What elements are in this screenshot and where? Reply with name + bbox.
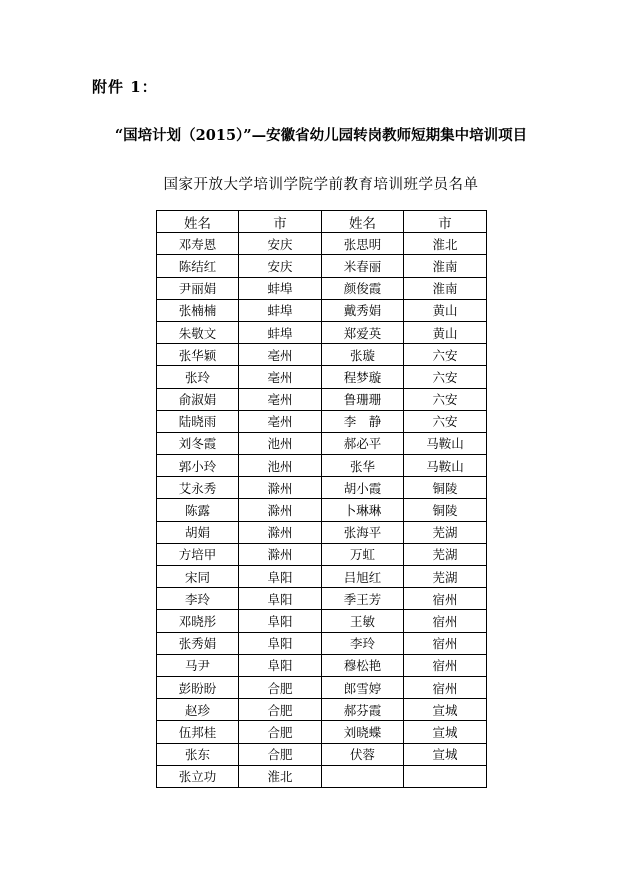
cell-name-left: 陈结红 (157, 255, 239, 277)
cell-name-right: 吕旭红 (322, 566, 404, 588)
cell-name-left: 赵珍 (157, 699, 239, 721)
table-row (157, 344, 487, 366)
cell-city-right: 六安 (404, 366, 487, 388)
table-row (157, 676, 487, 698)
cell-name-left: 李玲 (157, 588, 239, 610)
header-name-right: 姓名 (322, 211, 404, 233)
table-row (157, 765, 487, 787)
table-row (157, 521, 487, 543)
cell-city-right: 马鞍山 (404, 455, 487, 477)
cell-name-left: 郭小玲 (157, 455, 239, 477)
cell-name-right: 张璇 (322, 344, 404, 366)
cell-city-left: 蚌埠 (239, 299, 322, 321)
cell-city-right: 马鞍山 (404, 432, 487, 454)
cell-name-right: 季王芳 (322, 588, 404, 610)
cell-city-left: 亳州 (239, 366, 322, 388)
cell-name-right (322, 765, 404, 787)
table-row (157, 388, 487, 410)
cell-city-left: 亳州 (239, 344, 322, 366)
table-body (157, 233, 487, 788)
header-city-right: 市 (404, 211, 487, 233)
cell-name-right: 穆松艳 (322, 654, 404, 676)
cell-name-right: 李玲 (322, 632, 404, 654)
cell-name-right: 鲁珊珊 (322, 388, 404, 410)
cell-name-right: 李 静 (322, 410, 404, 432)
cell-city-left: 蚌埠 (239, 321, 322, 343)
cell-name-left: 宋同 (157, 566, 239, 588)
attachment-label: 附件 1： (92, 78, 158, 96)
cell-name-right: 张华 (322, 455, 404, 477)
cell-name-left: 张东 (157, 743, 239, 765)
cell-name-left: 张楠楠 (157, 299, 239, 321)
cell-name-left: 邓晓彤 (157, 610, 239, 632)
header-city-left: 市 (239, 211, 322, 233)
table-row (157, 255, 487, 277)
cell-name-left: 尹丽娟 (157, 277, 239, 299)
cell-city-left: 合肥 (239, 699, 322, 721)
cell-city-right: 淮南 (404, 255, 487, 277)
table-row (157, 432, 487, 454)
cell-city-left: 亳州 (239, 410, 322, 432)
cell-name-right: 胡小霞 (322, 477, 404, 499)
cell-city-right: 宿州 (404, 632, 487, 654)
cell-name-left: 朱敬文 (157, 321, 239, 343)
table-header-row (157, 211, 487, 233)
cell-city-left: 阜阳 (239, 566, 322, 588)
table-row (157, 588, 487, 610)
table-row (157, 654, 487, 676)
cell-city-left: 蚌埠 (239, 277, 322, 299)
cell-city-left: 合肥 (239, 721, 322, 743)
table-row (157, 543, 487, 565)
table-row (157, 721, 487, 743)
cell-city-right: 六安 (404, 388, 487, 410)
table-row (157, 610, 487, 632)
cell-name-left: 刘冬霞 (157, 432, 239, 454)
cell-city-right: 芜湖 (404, 543, 487, 565)
cell-name-left: 胡娟 (157, 521, 239, 543)
cell-city-left: 滁州 (239, 499, 322, 521)
cell-city-right: 宣城 (404, 721, 487, 743)
cell-name-left: 方培甲 (157, 543, 239, 565)
cell-city-left: 阜阳 (239, 588, 322, 610)
cell-city-left: 滁州 (239, 521, 322, 543)
cell-name-left: 彭盼盼 (157, 676, 239, 698)
cell-city-left: 滁州 (239, 477, 322, 499)
cell-name-left: 张立功 (157, 765, 239, 787)
table-row (157, 499, 487, 521)
document-subtitle: 国家开放大学培训学院学前教育培训班学员名单 (163, 177, 479, 193)
table-row (157, 366, 487, 388)
cell-city-right: 黄山 (404, 299, 487, 321)
document-title: “国培计划（2015）”—安徽省幼儿园转岗教师短期集中培训项目 (114, 127, 528, 144)
cell-city-left: 合肥 (239, 676, 322, 698)
table-row (157, 277, 487, 299)
cell-name-right: 卜琳琳 (322, 499, 404, 521)
cell-name-right: 王敏 (322, 610, 404, 632)
cell-name-left: 艾永秀 (157, 477, 239, 499)
cell-name-right: 刘晓蝶 (322, 721, 404, 743)
cell-name-left: 张玲 (157, 366, 239, 388)
cell-city-right: 宿州 (404, 610, 487, 632)
table-row (157, 233, 487, 255)
header-name-left: 姓名 (157, 211, 239, 233)
cell-city-left: 合肥 (239, 743, 322, 765)
table-row (157, 566, 487, 588)
cell-name-left: 陆晓雨 (157, 410, 239, 432)
cell-name-right: 程梦璇 (322, 366, 404, 388)
cell-city-right: 淮南 (404, 277, 487, 299)
cell-city-right: 宣城 (404, 699, 487, 721)
cell-name-right: 颜俊霞 (322, 277, 404, 299)
cell-city-right: 芜湖 (404, 566, 487, 588)
cell-name-left: 邓寿恩 (157, 233, 239, 255)
cell-name-left: 张华颖 (157, 344, 239, 366)
cell-city-left: 亳州 (239, 388, 322, 410)
table-row (157, 632, 487, 654)
cell-city-left: 阜阳 (239, 632, 322, 654)
cell-city-right: 铜陵 (404, 477, 487, 499)
table-row (157, 455, 487, 477)
table-row (157, 477, 487, 499)
trainee-roster-table (156, 210, 487, 788)
table-row (157, 299, 487, 321)
cell-city-right (404, 765, 487, 787)
cell-name-right: 郝芬霞 (322, 699, 404, 721)
cell-name-right: 米春丽 (322, 255, 404, 277)
cell-city-left: 淮北 (239, 765, 322, 787)
cell-name-right: 郝必平 (322, 432, 404, 454)
cell-name-left: 马尹 (157, 654, 239, 676)
cell-name-right: 张思明 (322, 233, 404, 255)
table-row (157, 743, 487, 765)
cell-city-right: 宿州 (404, 654, 487, 676)
cell-name-right: 伏蓉 (322, 743, 404, 765)
table-row (157, 321, 487, 343)
cell-city-right: 六安 (404, 344, 487, 366)
cell-name-right: 戴秀娟 (322, 299, 404, 321)
cell-city-left: 安庆 (239, 255, 322, 277)
cell-name-left: 俞淑娟 (157, 388, 239, 410)
cell-city-right: 铜陵 (404, 499, 487, 521)
cell-city-right: 黄山 (404, 321, 487, 343)
cell-city-left: 阜阳 (239, 654, 322, 676)
cell-name-right: 郎雪婷 (322, 676, 404, 698)
cell-city-right: 淮北 (404, 233, 487, 255)
cell-city-right: 宿州 (404, 676, 487, 698)
cell-name-left: 张秀娟 (157, 632, 239, 654)
cell-name-right: 郑爱英 (322, 321, 404, 343)
cell-city-right: 宿州 (404, 588, 487, 610)
cell-city-left: 安庆 (239, 233, 322, 255)
cell-city-left: 滁州 (239, 543, 322, 565)
table-row (157, 410, 487, 432)
cell-name-right: 张海平 (322, 521, 404, 543)
cell-city-right: 宣城 (404, 743, 487, 765)
cell-name-left: 陈露 (157, 499, 239, 521)
cell-city-right: 六安 (404, 410, 487, 432)
cell-name-right: 万虹 (322, 543, 404, 565)
cell-city-right: 芜湖 (404, 521, 487, 543)
cell-city-left: 池州 (239, 432, 322, 454)
table-row (157, 699, 487, 721)
cell-city-left: 阜阳 (239, 610, 322, 632)
cell-name-left: 伍邦桂 (157, 721, 239, 743)
cell-city-left: 池州 (239, 455, 322, 477)
